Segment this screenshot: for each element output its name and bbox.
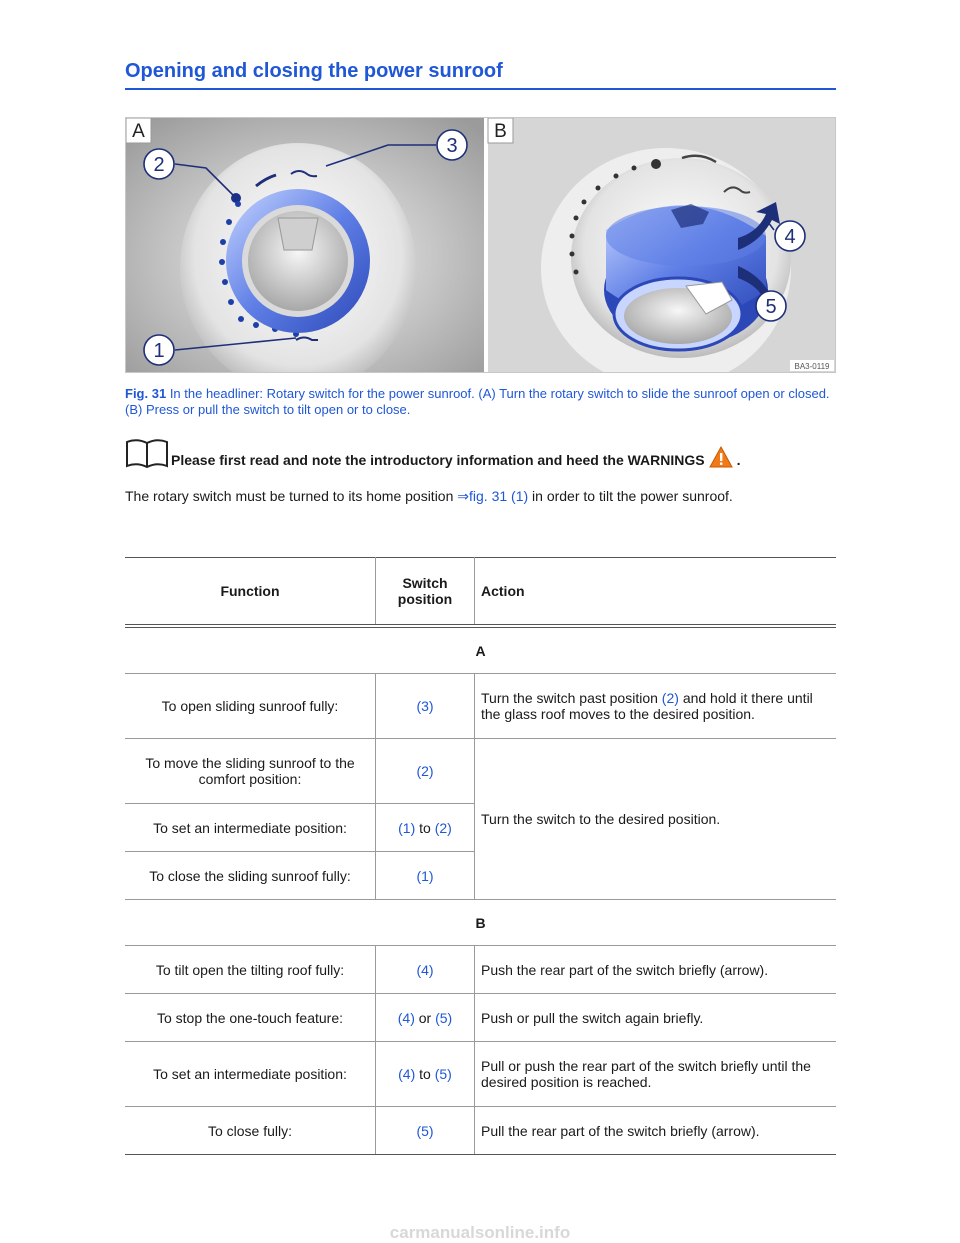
position-ref[interactable]: (1) — [398, 819, 416, 836]
figure-label: Fig. 31 — [125, 386, 167, 401]
panel-b-label: B — [494, 121, 507, 142]
watermark-text: carmanualsonline.info — [389, 1223, 571, 1242]
row-action: Pull the rear part of the switch briefly (arrow). — [475, 1107, 837, 1155]
warning-triangle-icon[interactable] — [709, 446, 733, 468]
figure-rotary-switch — [125, 117, 836, 373]
group-row-a — [125, 626, 836, 674]
intro-note — [125, 438, 836, 468]
position-ref[interactable]: (2) — [416, 763, 434, 779]
note-text: Please first read and note the introductory information and heed the WARNINGS — [171, 452, 705, 468]
action-text: and hold it there until the glass roof moves to the desired position. — [481, 690, 813, 722]
ref-arrow-icon: ⇒ — [457, 488, 469, 504]
row-function: To set an intermediate position: — [125, 804, 376, 852]
table-row — [125, 946, 836, 994]
position-ref[interactable]: (5) — [434, 1066, 452, 1082]
table-header-row — [125, 558, 836, 627]
svg-text:1: 1 — [153, 340, 165, 362]
callout-4 — [775, 221, 805, 251]
table-row — [125, 674, 836, 739]
svg-text:4: 4 — [784, 226, 796, 248]
panel-a-label: A — [132, 121, 145, 142]
joiner-text: or — [418, 1009, 432, 1026]
table-row — [125, 1042, 836, 1107]
row-function: To close fully: — [125, 1107, 376, 1155]
position-ref[interactable]: (5) — [416, 1122, 434, 1139]
book-icon — [125, 438, 169, 468]
intro-text-after: in order to tilt the power sunroof. — [532, 488, 733, 504]
page-title: Opening and closing the power sunroof — [125, 60, 836, 90]
group-label-b: B — [125, 900, 836, 946]
row-function: To stop the one-touch feature: — [125, 994, 376, 1042]
position-ref[interactable]: (4) — [398, 1066, 416, 1082]
row-action-merged: Turn the switch to the desired position. — [475, 739, 837, 900]
position-ref[interactable]: (3) — [416, 698, 434, 714]
table-row — [125, 739, 836, 804]
row-action: Push the rear part of the switch briefly (arrow). — [475, 946, 837, 994]
position-ref[interactable]: (4) — [416, 961, 434, 978]
callout-2 — [144, 149, 174, 179]
caption-text: In the headliner: Rotary switch for the power sunroof. (A) Turn the rotary switch to slide the sunroof open or closed. (B) Press or pull the switch to tilt open or to close. — [125, 386, 830, 417]
group-label-a: A — [125, 626, 836, 674]
figure-ref-link[interactable]: fig. 31 (1) — [469, 488, 529, 504]
action-text: Turn the switch past position — [481, 690, 658, 706]
callout-5 — [756, 291, 786, 321]
row-function: To tilt open the tilting roof fully: — [125, 946, 376, 994]
svg-text:3: 3 — [446, 135, 458, 157]
row-function: To open sliding sunroof fully: — [125, 674, 376, 739]
rotary-switch-illustration — [126, 118, 835, 372]
intro-text-before: The rotary switch must be turned to its home position — [125, 488, 454, 504]
row-action — [475, 674, 837, 739]
svg-text:2: 2 — [153, 154, 165, 176]
callout-1 — [144, 335, 174, 365]
note-end: . — [736, 452, 741, 468]
header-switch-position: Switch position — [376, 558, 475, 627]
function-table — [125, 557, 836, 1155]
position-ref[interactable]: (5) — [435, 1009, 453, 1026]
position-ref[interactable]: (2) — [661, 690, 679, 706]
table-row — [125, 994, 836, 1042]
row-function: To close the sliding sunroof fully: — [125, 852, 376, 900]
joiner-text: to — [419, 1066, 431, 1082]
header-action: Action — [475, 558, 837, 627]
callout-3 — [437, 130, 467, 160]
position-ref[interactable]: (4) — [397, 1009, 415, 1026]
row-function: To set an intermediate position: — [125, 1042, 376, 1107]
group-row-b — [125, 900, 836, 946]
row-function: To move the sliding sunroof to the comfort position: — [125, 739, 376, 804]
figure-caption — [125, 386, 836, 418]
row-action: Pull or push the rear part of the switch briefly until the desired position is reached. — [475, 1042, 837, 1107]
position-ref[interactable]: (1) — [416, 867, 434, 884]
intro-paragraph — [125, 488, 836, 505]
header-function: Function — [125, 558, 376, 627]
figure-code: BA3-0119 — [794, 362, 830, 371]
row-action: Push or pull the switch again briefly. — [475, 994, 837, 1042]
joiner-text: to — [419, 819, 431, 836]
table-row — [125, 1107, 836, 1155]
svg-text:5: 5 — [765, 296, 777, 318]
position-ref[interactable]: (2) — [434, 819, 452, 836]
